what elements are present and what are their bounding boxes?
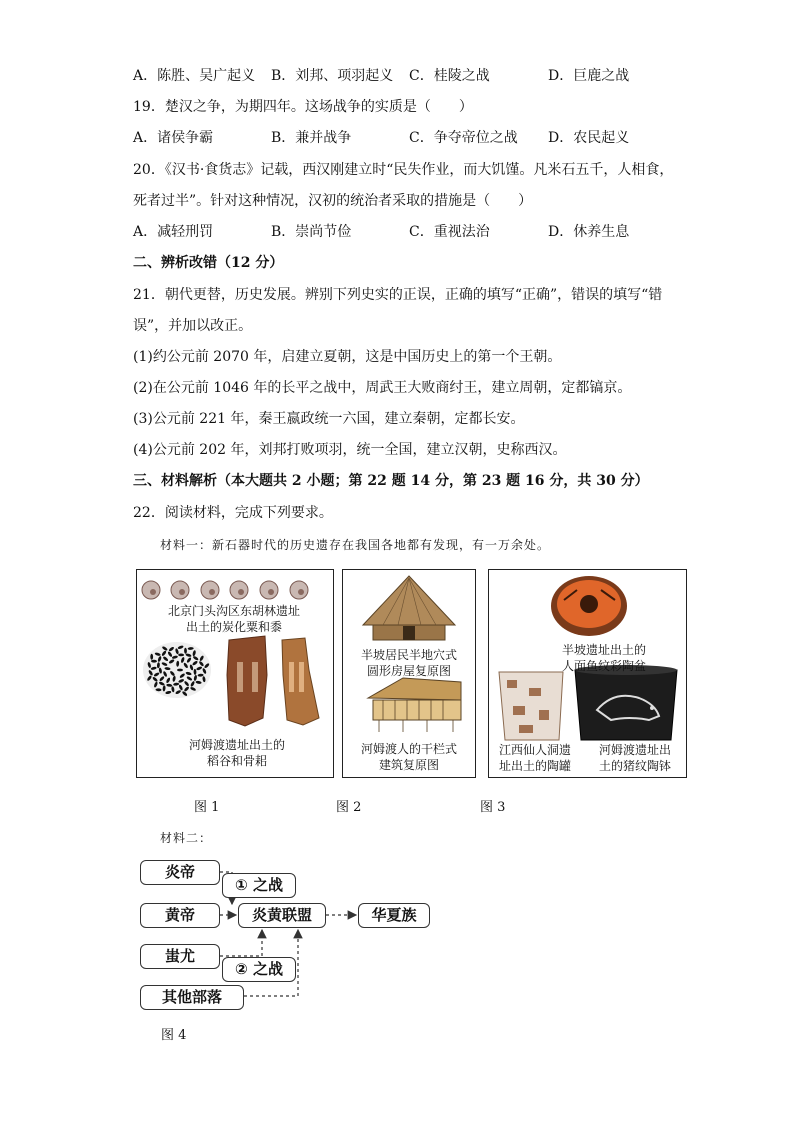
- q21-stem-line2: 误”，并加以改正。: [133, 318, 253, 334]
- fig1-caption-top-2: 出土的炭化粟和黍: [185, 620, 282, 634]
- q18-option-c: C．桂陵之战: [409, 68, 490, 84]
- fig1-label: 图 1: [194, 800, 220, 815]
- q20-stem-line1: 20．《汉书·食货志》记载，西汉刚建立时“民失作业，而大饥馑。凡米石五千，人相食，: [133, 162, 674, 178]
- material1-text: 材料一：新石器时代的历史遗存在我国各地都有发现，有一万余处。: [160, 538, 551, 552]
- q18-option-a: A．陈胜、吴广起义: [133, 68, 256, 84]
- fig1-caption-bottom-1: 河姆渡遗址出土的: [188, 738, 285, 752]
- figure-1-panel: [136, 569, 334, 778]
- q21-item-3: (3)公元前 221 年，秦王嬴政统一六国，建立秦朝，定都长安。: [133, 411, 525, 427]
- q19-option-d: D．农民起义: [548, 130, 630, 146]
- node-other-tribes: 其他部落: [140, 985, 244, 1010]
- figure-2-panel: [342, 569, 476, 778]
- q19-stem: 19．楚汉之争，为期四年。这场战争的实质是（ ）: [133, 99, 473, 115]
- rice-grain: [177, 669, 183, 672]
- node-battle-1: ① 之战: [222, 873, 296, 898]
- q18-option-d: D．巨鹿之战: [548, 68, 630, 84]
- q21-stem-line1: 21．朝代更替，历史发展。辨别下列史实的正误，正确的填写“正确”，错误的填写“错: [133, 287, 663, 303]
- fig3-caption-top-2: 人面鱼纹彩陶盆: [561, 659, 646, 673]
- q19-option-a: A．诸侯争霸: [133, 130, 214, 146]
- q20-option-b: B．崇尚节俭: [271, 224, 352, 240]
- fig4-label: 图 4: [161, 1028, 187, 1043]
- node-chiyou: 蚩尤: [140, 944, 220, 969]
- fig3-caption-left-1: 江西仙人洞遗: [498, 743, 571, 757]
- q20-option-c: C．重视法治: [409, 224, 490, 240]
- fig2-caption-bottom-1: 河姆渡人的干栏式: [360, 742, 457, 756]
- fig2-label: 图 2: [336, 800, 362, 815]
- q22-stem: 22．阅读材料，完成下列要求。: [133, 505, 333, 521]
- q21-item-4: (4)公元前 202 年，刘邦打败项羽，统一全国，建立汉朝，史称西汉。: [133, 442, 567, 458]
- q21-item-2: (2)在公元前 1046 年的长平之战中，周武王大败商纣王，建立周朝，定都镐京。: [133, 380, 632, 396]
- section3-title: 三、材料解析（本大题共 2 小题；第 22 题 14 分，第 23 题 16 分，共 30 分）: [133, 473, 649, 489]
- node-yandi: 炎帝: [140, 860, 220, 885]
- node-alliance: 炎黄联盟: [238, 903, 326, 928]
- node-huangdi: 黄帝: [140, 903, 220, 928]
- q19-option-c: C．争夺帝位之战: [409, 130, 518, 146]
- section2-title: 二、辨析改错（12 分）: [133, 255, 284, 271]
- fig3-caption-right-1: 河姆渡遗址出: [598, 743, 671, 757]
- q20-option-d: D．休养生息: [548, 224, 630, 240]
- fig3-label: 图 3: [480, 800, 506, 815]
- fig3-caption-right-2: 土的猪纹陶钵: [598, 759, 671, 773]
- figure-3-panel: [488, 569, 687, 778]
- q20-stem-line2: 死者过半”。针对这种情况，汉初的统治者采取的措施是（ ）: [133, 193, 533, 209]
- material2-label: 材料二：: [160, 831, 213, 845]
- q20-option-a: A．减轻刑罚: [133, 224, 214, 240]
- node-huaxia: 华夏族: [358, 903, 430, 928]
- node-battle-2: ② 之战: [222, 957, 296, 982]
- q18-option-b: B．刘邦、项羽起义: [271, 68, 394, 84]
- fig1-caption-top-1: 北京门头沟区东胡林遗址: [167, 604, 300, 618]
- fig2-caption-bottom-2: 建筑复原图: [378, 758, 439, 772]
- fig2-caption-top-1: 半坡居民半地穴式: [360, 648, 457, 662]
- q19-option-b: B．兼并战争: [271, 130, 352, 146]
- fig3-caption-left-2: 址出土的陶罐: [498, 759, 571, 773]
- fig3-caption-top-1: 半坡遗址出土的: [561, 643, 646, 657]
- fig1-caption-bottom-2: 稻谷和骨耜: [206, 754, 267, 768]
- q21-item-1: (1)约公元前 2070 年，启建立夏朝，这是中国历史上的第一个王朝。: [133, 349, 562, 365]
- fig2-caption-top-2: 圆形房屋复原图: [366, 664, 451, 678]
